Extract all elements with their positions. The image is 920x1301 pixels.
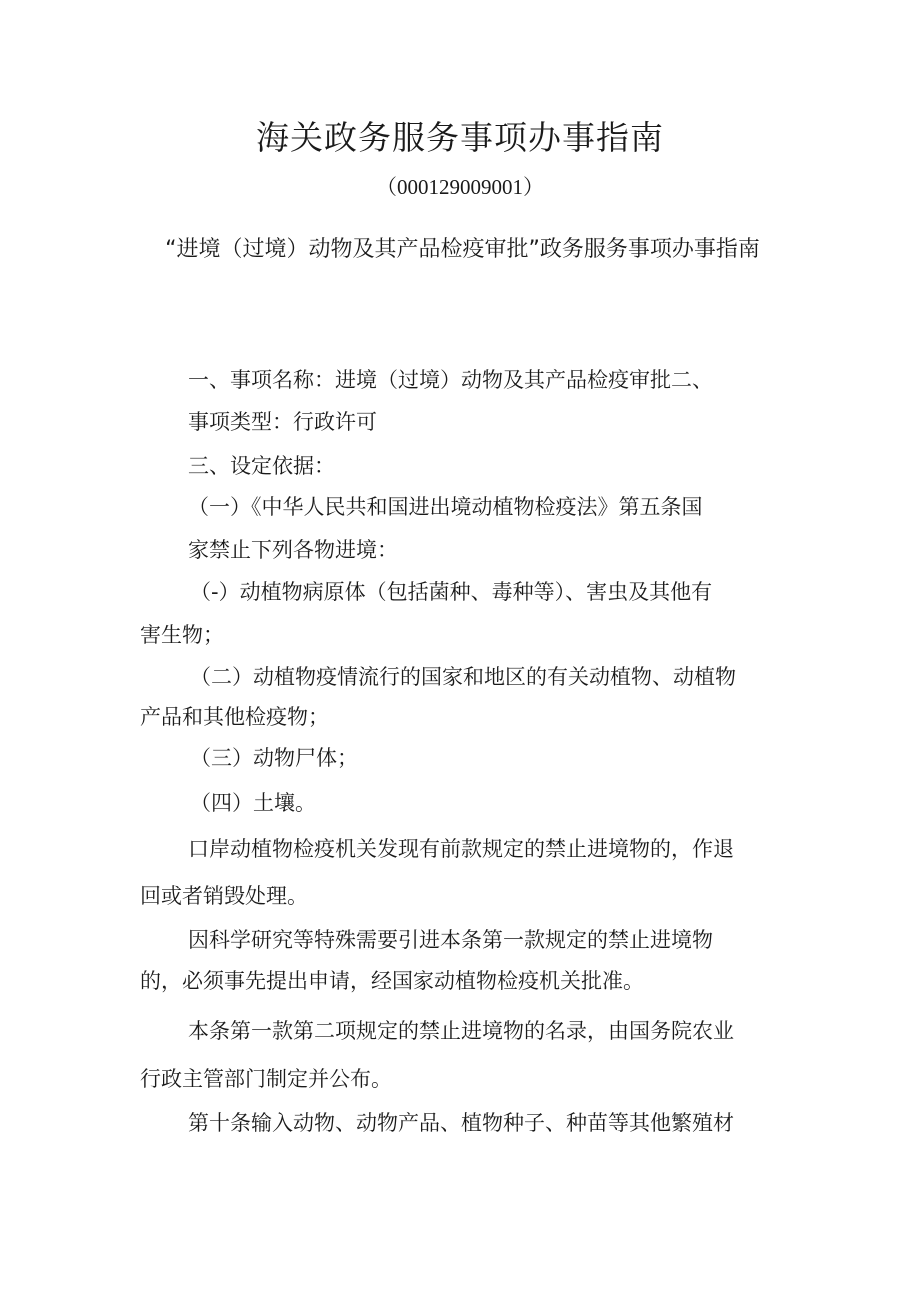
basis-heading: 三、设定依据： [188, 454, 335, 478]
clause-1-line-cont: 害生物； [140, 623, 224, 647]
item-type-line: 事项类型：行政许可 [188, 410, 377, 434]
clause-1-line: （-）动植物病原体（包括菌种、毒种等）、害虫及其他有 [190, 580, 713, 604]
document-subtitle: “进境（过境）动物及其产品检疫审批”政务服务事项办事指南 [165, 237, 760, 262]
law-citation-line: （一）《中华人民共和国进出境动植物检疫法》第五条国 [188, 495, 703, 519]
clause-2-line: （二）动植物疫情流行的国家和地区的有关动植物、动植物 [190, 665, 736, 689]
document-code: （000129009001） [376, 175, 544, 199]
clause-3-line: （三）动物尸体； [190, 746, 358, 770]
paragraph-list-line: 本条第一款第二项规定的禁止进境物的名录，由国务院农业 [188, 1019, 734, 1043]
paragraph-return-line-cont: 回或者销毁处理。 [140, 884, 308, 908]
paragraph-list-line-cont: 行政主管部门制定并公布。 [140, 1067, 392, 1091]
item-name-line: 一、事项名称：进境（过境）动物及其产品检疫审批二、 [188, 368, 713, 392]
article-10-line: 第十条输入动物、动物产品、植物种子、种苗等其他繁殖材 [188, 1111, 734, 1135]
paragraph-research-line-cont: 的，必须事先提出申请，经国家动植物检疫机关批准。 [140, 969, 644, 993]
clause-2-line-cont: 产品和其他检疫物； [140, 705, 329, 729]
paragraph-research-line: 因科学研究等特殊需要引进本条第一款规定的禁止进境物 [188, 928, 713, 952]
document-title: 海关政务服务事项办事指南 [256, 118, 664, 157]
law-citation-line-cont: 家禁止下列各物进境： [188, 538, 398, 562]
paragraph-return-line: 口岸动植物检疫机关发现有前款规定的禁止进境物的，作退 [188, 837, 734, 861]
clause-4-line: （四）土壤。 [190, 791, 316, 815]
